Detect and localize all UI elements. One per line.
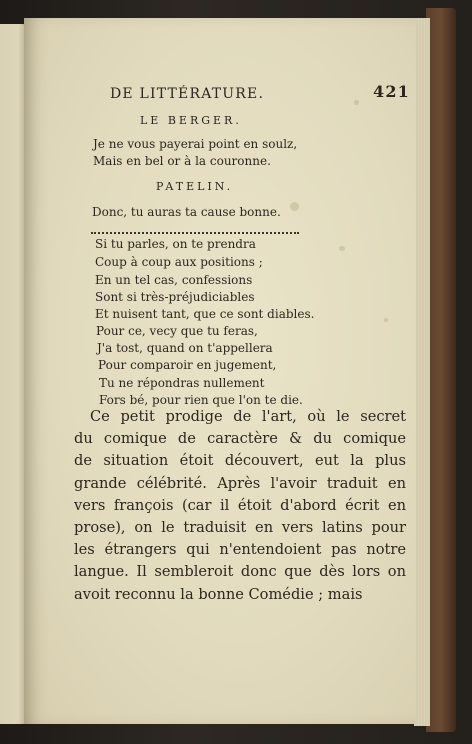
paragraph-line: de situation étoit découvert, eut la plus (74, 452, 406, 470)
verse-line: Je ne vous payerai point en soulz, (93, 137, 298, 151)
verse-line: J'a tost, quand on t'appellera (97, 341, 273, 355)
paragraph-line: langue. Il sembleroit donc que dès lors on (74, 563, 406, 581)
verse-line: Et nuisent tant, que ce sont diables. (95, 307, 315, 321)
book-page (24, 18, 416, 724)
paragraph-line: du comique de caractère & du comique (74, 430, 406, 448)
paragraph-line: prose), on le traduisit en vers latins pour (74, 519, 406, 537)
verse-line: Coup à coup aux positions ; (95, 255, 263, 269)
paragraph-line: grande célébrité. Après l'avoir traduit en (74, 474, 406, 492)
verse-line: Pour ce, vecy que tu feras, (96, 324, 258, 338)
book-cover-edge (426, 8, 456, 732)
header-title: DE LITTÉRATURE. (110, 86, 265, 102)
verse-line: Mais en bel or à la couronne. (93, 154, 271, 168)
body-paragraph (74, 406, 406, 606)
verse-line: Sont si très-préjudiciables (95, 290, 255, 304)
foxing-spot (290, 202, 299, 211)
verse-line: Si tu parles, on te prendra (95, 237, 256, 251)
running-header (110, 82, 410, 106)
verse-line: Fors bé, pour rien que l'on te die. (99, 393, 303, 407)
speaker-name: LE BERGER. (140, 114, 242, 127)
verse-line: Pour comparoir en jugement, (98, 358, 277, 372)
page-stack-edge (414, 18, 430, 726)
page-number: 421 (373, 82, 410, 101)
paragraph-line: les étrangers qui n'entendoient pas notre (74, 541, 406, 559)
foxing-spot (339, 246, 345, 251)
verse-line: En un tel cas, confessions (95, 273, 253, 287)
verse-line: Tu ne répondras nullement (99, 376, 265, 390)
foxing-spot (384, 318, 388, 322)
verse-line: Donc, tu auras ta cause bonne. (92, 205, 281, 219)
speaker-name: PATELIN. (156, 180, 234, 193)
paragraph-line: avoit reconnu la bonne Comédie ; mais (74, 585, 363, 603)
left-page-edge (0, 24, 26, 724)
paragraph-line: vers françois (car il étoit d'abord écrit en (74, 496, 406, 514)
paragraph-line: Ce petit prodige de l'art, où le secret (90, 408, 406, 425)
